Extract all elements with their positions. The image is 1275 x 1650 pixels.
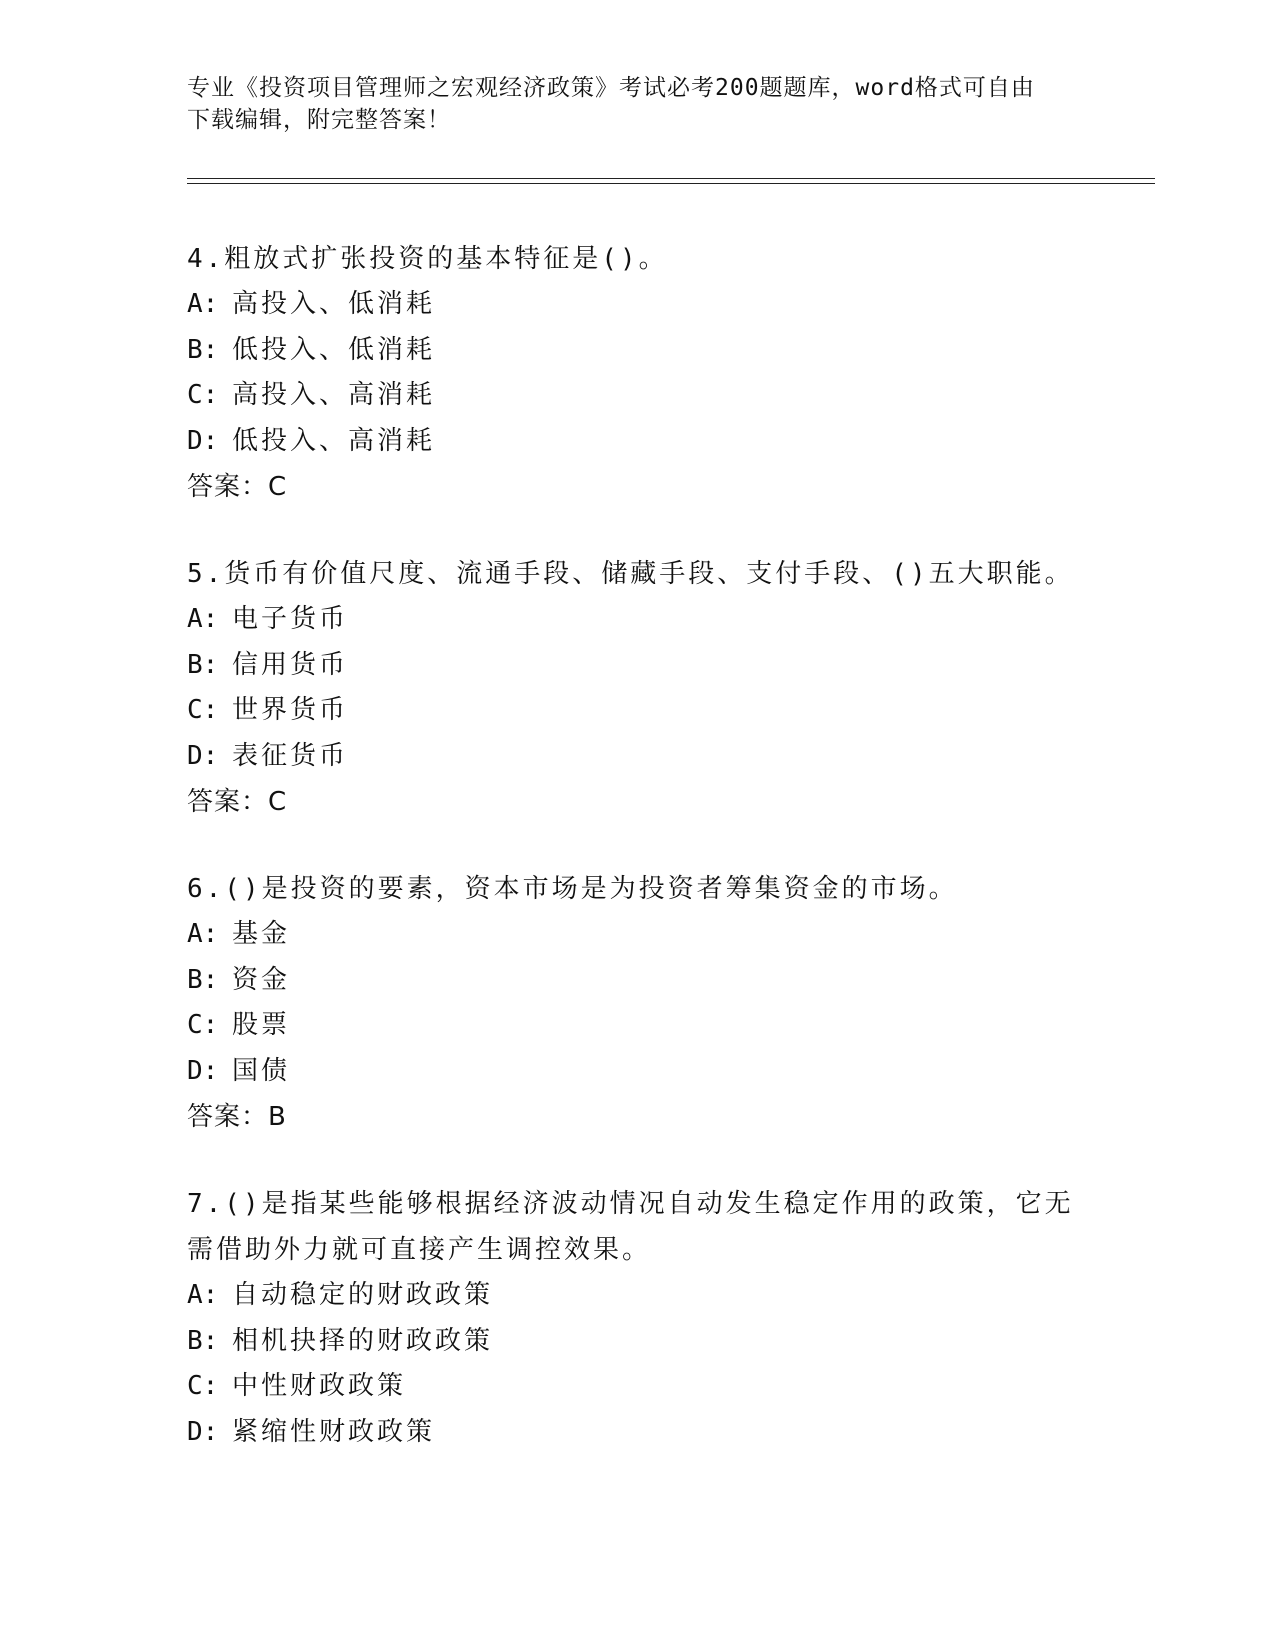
option-letter: C: — [187, 380, 219, 410]
option-letter: A: — [187, 1280, 219, 1310]
option-text: 高投入、低消耗 — [232, 289, 436, 319]
option-text: 相机抉择的财政政策 — [232, 1325, 494, 1356]
option-a — [187, 597, 1087, 643]
option-text: 资金 — [232, 964, 291, 995]
option-c — [187, 373, 1087, 419]
option-c — [187, 688, 1087, 734]
option-letter: B: — [187, 964, 219, 995]
option-letter: C: — [187, 1010, 219, 1040]
option-text: 自动稳定的财政政策 — [232, 1280, 494, 1310]
option-letter: C: — [187, 1371, 219, 1401]
option-letter: A: — [187, 289, 219, 319]
option-d — [187, 734, 1087, 780]
option-letter: A: — [187, 919, 219, 949]
option-text: 低投入、低消耗 — [232, 334, 436, 365]
option-letter: D: — [187, 1055, 219, 1086]
option-text: 股票 — [232, 1010, 291, 1040]
answer-line: 答案：C — [187, 787, 288, 817]
option-letter: C: — [187, 695, 219, 725]
answer-line: 答案：B — [187, 1102, 287, 1132]
option-b — [187, 958, 1087, 1004]
document-header — [187, 72, 1067, 136]
option-letter: A: — [187, 604, 219, 634]
question-stem-line-1: 7.()是指某些能够根据经济波动情况自动发生稳定作用的政策，它无 — [187, 1189, 1074, 1219]
option-text: 电子货币 — [232, 604, 349, 634]
question-stem: 4.粗放式扩张投资的基本特征是()。 — [187, 244, 668, 274]
option-text: 世界货币 — [232, 695, 349, 725]
option-text: 信用货币 — [232, 649, 349, 680]
option-letter: D: — [187, 740, 219, 771]
question-7 — [187, 1181, 1087, 1455]
option-text: 国债 — [232, 1055, 291, 1086]
option-text: 基金 — [232, 919, 291, 949]
question-list — [187, 236, 1087, 1496]
option-b — [187, 1319, 1087, 1365]
question-4 — [187, 236, 1087, 510]
option-text: 表征货币 — [232, 740, 349, 771]
option-a — [187, 912, 1087, 958]
header-line-2: 下载编辑，附完整答案！ — [187, 107, 451, 133]
question-stem: 6.()是投资的要素，资本市场是为投资者筹集资金的市场。 — [187, 874, 958, 904]
question-stem-line-2: 需借助外力就可直接产生调控效果。 — [187, 1235, 652, 1265]
option-letter: B: — [187, 334, 219, 365]
question-stem: 5.货币有价值尺度、流通手段、储藏手段、支付手段、()五大职能。 — [187, 559, 1074, 589]
answer-line: 答案：C — [187, 472, 288, 502]
question-6 — [187, 866, 1087, 1140]
option-letter: B: — [187, 649, 219, 680]
option-d — [187, 1410, 1087, 1456]
option-text: 高投入、高消耗 — [232, 380, 436, 410]
option-c — [187, 1003, 1087, 1049]
option-a — [187, 1273, 1087, 1319]
option-c — [187, 1364, 1087, 1410]
option-letter: D: — [187, 425, 219, 456]
option-b — [187, 328, 1087, 374]
option-a — [187, 282, 1087, 328]
option-d — [187, 1049, 1087, 1095]
option-letter: D: — [187, 1416, 219, 1447]
header-divider — [187, 178, 1155, 184]
header-line-1: 专业《投资项目管理师之宏观经济政策》考试必考200题题库，word格式可自由 — [187, 75, 1035, 101]
option-text: 低投入、高消耗 — [232, 425, 436, 456]
option-text: 中性财政政策 — [232, 1371, 407, 1401]
option-text: 紧缩性财政政策 — [232, 1416, 436, 1447]
option-letter: B: — [187, 1325, 219, 1356]
question-5 — [187, 551, 1087, 825]
option-d — [187, 419, 1087, 465]
option-b — [187, 643, 1087, 689]
